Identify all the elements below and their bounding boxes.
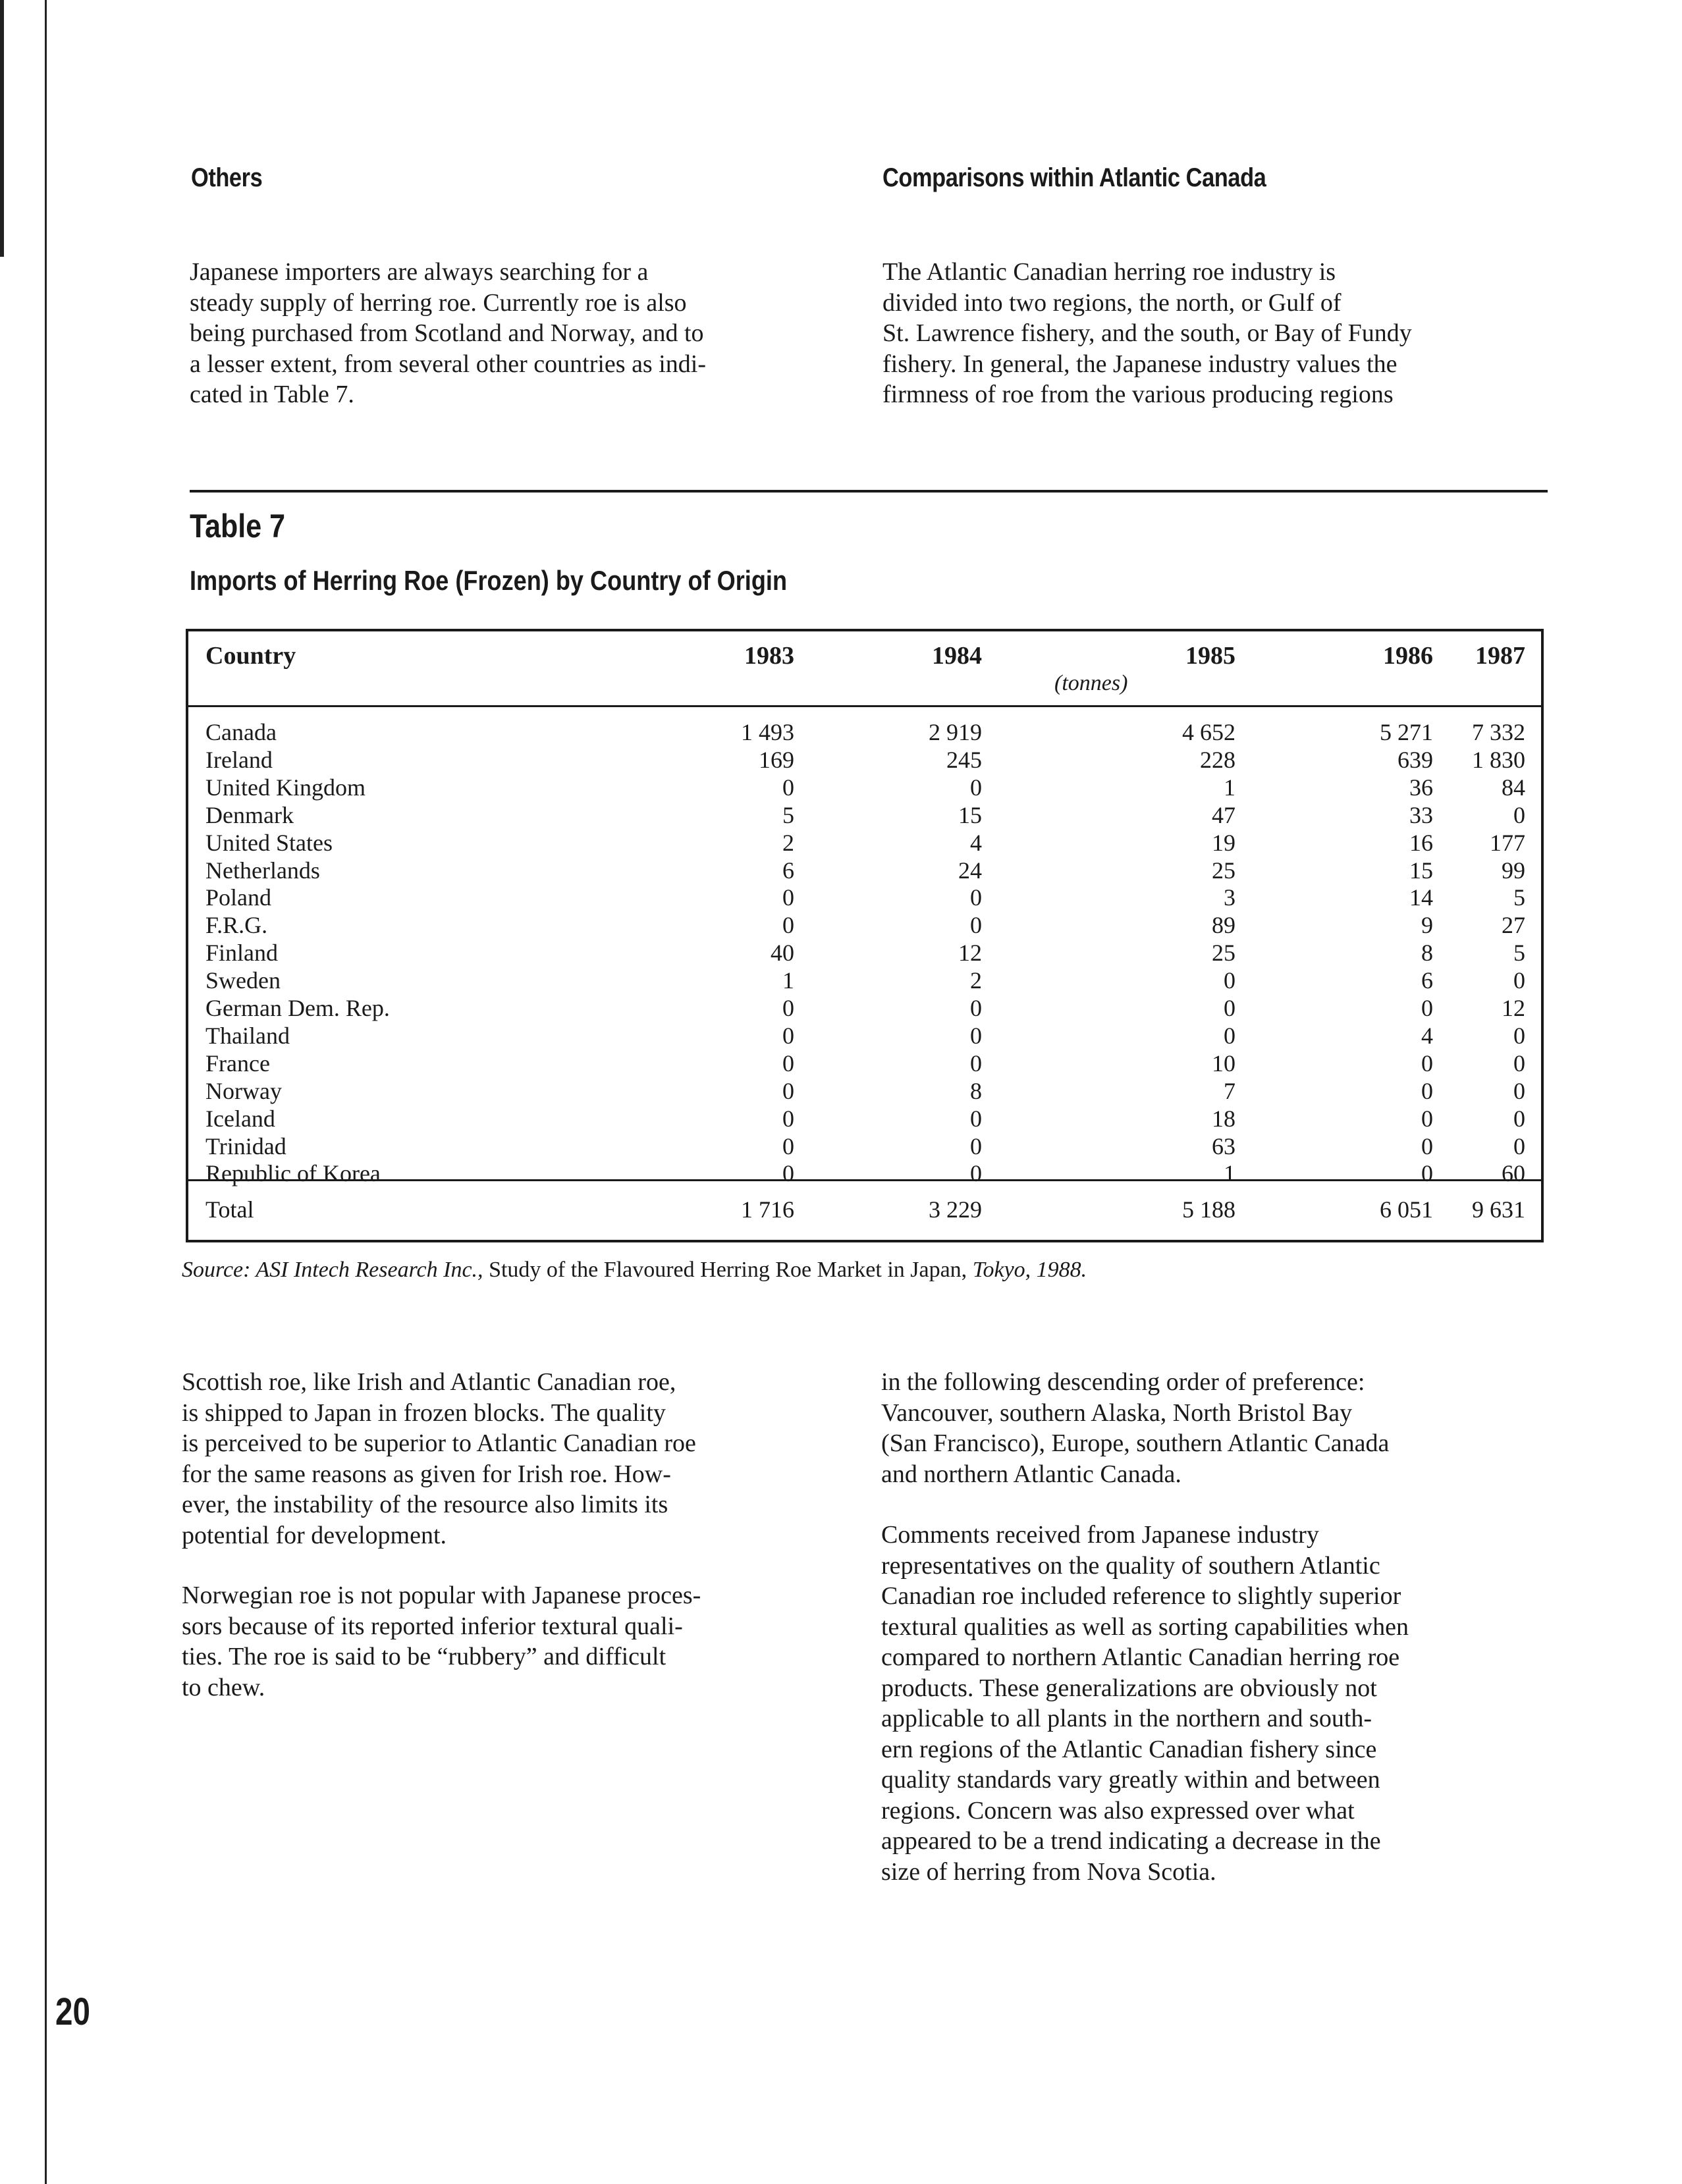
table-body xyxy=(188,705,1541,1187)
value-cell: 0 xyxy=(1224,1022,1235,1049)
value-cell: 25 xyxy=(1212,940,1235,967)
country-cell: United States xyxy=(205,829,333,856)
value-cell: 0 xyxy=(1224,967,1235,994)
total-1986: 6 051 xyxy=(1380,1196,1433,1223)
value-cell: 15 xyxy=(958,801,982,828)
value-cell: 84 xyxy=(1502,774,1525,801)
value-cell: 7 332 xyxy=(1472,719,1525,745)
table-row xyxy=(188,1077,1541,1105)
table-header xyxy=(188,631,1541,707)
text-line: to chew. xyxy=(182,1673,265,1701)
table-divider xyxy=(190,490,1548,493)
value-cell: 0 xyxy=(782,1132,794,1159)
value-cell: 2 xyxy=(782,829,794,856)
table-row xyxy=(188,718,1541,746)
table-total-row xyxy=(188,1179,1541,1242)
value-cell: 0 xyxy=(970,912,982,939)
header-1984: 1984 xyxy=(932,642,982,670)
text-line: firmness of roe from the various producing regions xyxy=(882,381,1394,408)
value-cell: 0 xyxy=(782,995,794,1021)
value-cell: 4 652 xyxy=(1182,719,1235,745)
table-row xyxy=(188,1022,1541,1050)
total-1983: 1 716 xyxy=(741,1196,794,1223)
right-body-paragraph-2 xyxy=(881,1520,1409,1887)
text-line: The Atlantic Canadian herring roe industry is xyxy=(882,258,1336,286)
text-line: Canadian roe included reference to slightly superior xyxy=(881,1582,1401,1610)
text-line: compared to northern Atlantic Canadian herring roe xyxy=(881,1643,1400,1671)
value-cell: 0 xyxy=(1224,995,1235,1021)
text-line: quality standards vary greatly within and between xyxy=(881,1766,1380,1794)
value-cell: 63 xyxy=(1212,1132,1235,1159)
total-1984: 3 229 xyxy=(929,1196,982,1223)
value-cell: 6 xyxy=(1421,967,1433,994)
value-cell: 0 xyxy=(1513,1132,1525,1159)
text-line: Vancouver, southern Alaska, North Bristol Bay xyxy=(881,1398,1353,1427)
source-study: Study of the Flavoured Herring Roe Market in Japan, xyxy=(483,1258,973,1282)
text-line: potential for development. xyxy=(182,1521,447,1549)
text-line: steady supply of herring roe. Currently roe is also xyxy=(190,288,687,317)
value-cell: 0 xyxy=(1513,967,1525,994)
value-cell: 0 xyxy=(782,912,794,939)
value-cell: 0 xyxy=(1421,1160,1433,1187)
table-row xyxy=(188,939,1541,967)
imports-table xyxy=(186,629,1544,1242)
value-cell: 0 xyxy=(1513,1050,1525,1077)
table-row xyxy=(188,829,1541,857)
header-1987: 1987 xyxy=(1475,642,1525,670)
value-cell: 24 xyxy=(958,857,982,884)
value-cell: 15 xyxy=(1409,857,1433,884)
country-cell: France xyxy=(205,1050,270,1077)
value-cell: 245 xyxy=(946,746,982,773)
value-cell: 0 xyxy=(1421,1132,1433,1159)
value-cell: 12 xyxy=(1502,995,1525,1021)
table-caption: Imports of Herring Roe (Frozen) by Country of Origin xyxy=(190,565,788,596)
table-row xyxy=(188,1132,1541,1160)
text-line: products. These generalizations are obviously not xyxy=(881,1674,1377,1702)
value-cell: 0 xyxy=(1513,1105,1525,1132)
table-row xyxy=(188,801,1541,829)
table-source xyxy=(182,1258,1087,1283)
value-cell: 0 xyxy=(1513,1022,1525,1049)
value-cell: 0 xyxy=(970,1105,982,1132)
left-body-paragraph-1 xyxy=(182,1367,696,1551)
value-cell: 36 xyxy=(1409,774,1433,801)
value-cell: 0 xyxy=(782,1160,794,1187)
value-cell: 33 xyxy=(1409,801,1433,828)
text-line: is perceived to be superior to Atlantic Canadian roe xyxy=(182,1429,696,1457)
country-cell: Finland xyxy=(205,940,279,967)
value-cell: 0 xyxy=(782,1105,794,1132)
value-cell: 228 xyxy=(1200,746,1235,773)
value-cell: 4 xyxy=(1421,1022,1433,1049)
value-cell: 639 xyxy=(1397,746,1433,773)
value-cell: 5 xyxy=(1513,884,1525,911)
text-line: regions. Concern was also expressed over what xyxy=(881,1796,1355,1824)
text-line: is shipped to Japan in frozen blocks. The quality xyxy=(182,1398,666,1427)
country-cell: Thailand xyxy=(205,1022,290,1049)
value-cell: 0 xyxy=(970,1022,982,1049)
table-row xyxy=(188,994,1541,1022)
value-cell: 25 xyxy=(1212,857,1235,884)
value-cell: 0 xyxy=(1421,1077,1433,1104)
section-heading-comparisons: Comparisons within Atlantic Canada xyxy=(882,163,1266,192)
value-cell: 9 xyxy=(1421,912,1433,939)
value-cell: 89 xyxy=(1212,912,1235,939)
page-number: 20 xyxy=(55,1990,90,2033)
value-cell: 16 xyxy=(1409,829,1433,856)
value-cell: 1 493 xyxy=(741,719,794,745)
value-cell: 14 xyxy=(1409,884,1433,911)
source-prefix: Source: ASI Intech Research Inc., xyxy=(182,1258,483,1282)
text-line: sors because of its reported inferior textural quali- xyxy=(182,1612,683,1640)
value-cell: 0 xyxy=(782,884,794,911)
text-line: ern regions of the Atlantic Canadian fishery since xyxy=(881,1735,1377,1763)
value-cell: 177 xyxy=(1490,829,1525,856)
value-cell: 0 xyxy=(1421,995,1433,1021)
value-cell: 6 xyxy=(782,857,794,884)
header-1986: 1986 xyxy=(1383,642,1433,670)
value-cell: 0 xyxy=(970,1050,982,1077)
value-cell: 0 xyxy=(782,1050,794,1077)
country-cell: F.R.G. xyxy=(205,912,268,939)
value-cell: 1 xyxy=(782,967,794,994)
table-row xyxy=(188,1105,1541,1132)
total-1985: 5 188 xyxy=(1182,1196,1235,1223)
value-cell: 1 830 xyxy=(1472,746,1525,773)
value-cell: 0 xyxy=(782,1077,794,1104)
value-cell: 0 xyxy=(782,1022,794,1049)
value-cell: 0 xyxy=(1421,1050,1433,1077)
value-cell: 1 xyxy=(1224,1160,1235,1187)
text-line: appeared to be a trend indicating a decrease in the xyxy=(881,1827,1381,1855)
value-cell: 8 xyxy=(1421,940,1433,967)
text-line: Norwegian roe is not popular with Japanese proces- xyxy=(182,1582,701,1609)
text-line: being purchased from Scotland and Norway, and to xyxy=(190,319,704,347)
text-line: Japanese importers are always searching for a xyxy=(190,258,649,286)
value-cell: 3 xyxy=(1224,884,1235,911)
value-cell: 0 xyxy=(1421,1105,1433,1132)
country-cell: Sweden xyxy=(205,967,281,994)
text-line: applicable to all plants in the northern and south- xyxy=(881,1705,1372,1732)
text-line: ties. The roe is said to be “rubbery” and difficult xyxy=(182,1643,666,1670)
table-row xyxy=(188,911,1541,939)
total-label: Total xyxy=(205,1196,254,1223)
header-1983: 1983 xyxy=(744,642,794,670)
table-row xyxy=(188,1050,1541,1077)
value-cell: 5 271 xyxy=(1380,719,1433,745)
value-cell: 60 xyxy=(1502,1160,1525,1187)
text-line: Comments received from Japanese industry xyxy=(881,1521,1319,1549)
table-row xyxy=(188,857,1541,884)
value-cell: 2 xyxy=(970,967,982,994)
country-cell: United Kingdom xyxy=(205,774,366,801)
table-title: Table 7 xyxy=(190,508,285,545)
header-country: Country xyxy=(205,642,296,670)
country-cell: Poland xyxy=(205,884,272,911)
text-line: a lesser extent, from several other countries as indi- xyxy=(190,350,706,378)
value-cell: 2 919 xyxy=(929,719,982,745)
value-cell: 47 xyxy=(1212,801,1235,828)
value-cell: 19 xyxy=(1212,829,1235,856)
country-cell: Republic of Korea xyxy=(205,1160,381,1187)
text-line: for the same reasons as given for Irish roe. How- xyxy=(182,1460,671,1488)
text-line: textural qualities as well as sorting capabilities when xyxy=(881,1612,1409,1641)
country-cell: Ireland xyxy=(205,746,273,773)
value-cell: 1 xyxy=(1224,774,1235,801)
text-line: and northern Atlantic Canada. xyxy=(881,1460,1181,1488)
country-cell: Netherlands xyxy=(205,857,320,884)
value-cell: 8 xyxy=(970,1077,982,1104)
value-cell: 0 xyxy=(970,1132,982,1159)
section-heading-others: Others xyxy=(191,163,263,192)
table-row xyxy=(188,967,1541,994)
text-line: fishery. In general, the Japanese industry values the xyxy=(882,350,1397,378)
value-cell: 0 xyxy=(1513,1077,1525,1104)
text-line: divided into two regions, the north, or Gulf of xyxy=(882,288,1342,317)
value-cell: 40 xyxy=(771,940,794,967)
value-cell: 0 xyxy=(970,884,982,911)
country-cell: Iceland xyxy=(205,1105,275,1132)
unit-label: (tonnes) xyxy=(1054,671,1128,695)
page-margin-rule xyxy=(45,0,47,2184)
text-line: size of herring from Nova Scotia. xyxy=(881,1857,1216,1886)
right-body-paragraph-1 xyxy=(881,1367,1389,1489)
value-cell: 99 xyxy=(1502,857,1525,884)
text-line: Scottish roe, like Irish and Atlantic Canadian roe, xyxy=(182,1368,676,1396)
left-intro-paragraph xyxy=(190,257,706,410)
text-line: representatives on the quality of southern Atlantic xyxy=(881,1551,1380,1580)
value-cell: 0 xyxy=(970,774,982,801)
value-cell: 5 xyxy=(782,801,794,828)
value-cell: 0 xyxy=(970,995,982,1021)
text-line: St. Lawrence fishery, and the south, or Bay of Fundy xyxy=(882,319,1412,347)
text-line: ever, the instability of the resource also limits its xyxy=(182,1491,668,1518)
value-cell: 169 xyxy=(759,746,794,773)
country-cell: Denmark xyxy=(205,801,294,828)
value-cell: 10 xyxy=(1212,1050,1235,1077)
total-1987: 9 631 xyxy=(1472,1196,1525,1223)
left-body-paragraph-2 xyxy=(182,1580,701,1703)
text-line: cated in Table 7. xyxy=(190,381,354,408)
value-cell: 27 xyxy=(1502,912,1525,939)
country-cell: Canada xyxy=(205,719,277,745)
table-row xyxy=(188,774,1541,801)
page-edge-mark xyxy=(0,0,4,257)
value-cell: 4 xyxy=(970,829,982,856)
source-suffix: Tokyo, 1988. xyxy=(972,1258,1087,1282)
country-cell: German Dem. Rep. xyxy=(205,995,390,1021)
text-line: (San Francisco), Europe, southern Atlantic Canada xyxy=(881,1429,1390,1457)
header-1985: 1985 xyxy=(1185,642,1235,670)
value-cell: 5 xyxy=(1513,940,1525,967)
text-line: in the following descending order of preference: xyxy=(881,1368,1365,1396)
table-row xyxy=(188,746,1541,774)
value-cell: 18 xyxy=(1212,1105,1235,1132)
value-cell: 7 xyxy=(1224,1077,1235,1104)
country-cell: Trinidad xyxy=(205,1132,286,1159)
value-cell: 12 xyxy=(958,940,982,967)
value-cell: 0 xyxy=(1513,801,1525,828)
country-cell: Norway xyxy=(205,1077,282,1104)
right-intro-paragraph xyxy=(882,257,1412,410)
value-cell: 0 xyxy=(782,774,794,801)
table-row xyxy=(188,884,1541,911)
value-cell: 0 xyxy=(970,1160,982,1187)
